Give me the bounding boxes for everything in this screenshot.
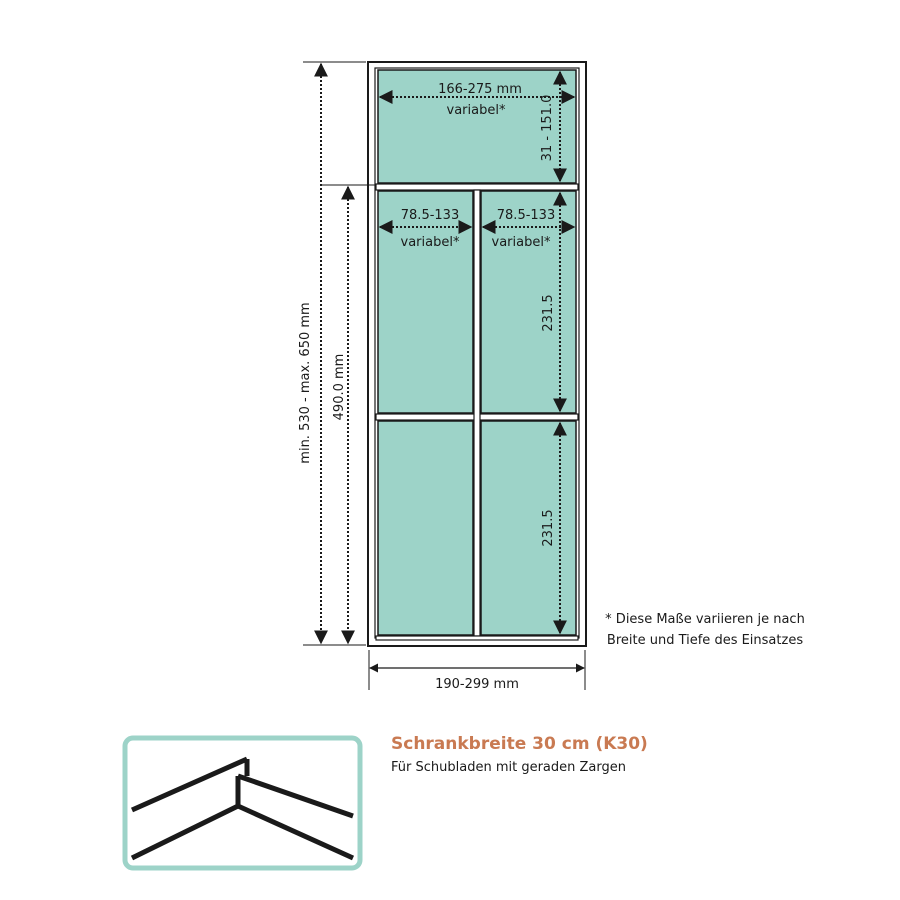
total-height-label: min. 530 - max. 650 mm	[298, 302, 313, 464]
left-width-label: 78.5-133	[400, 208, 460, 223]
bottom-left-compartment	[378, 421, 473, 635]
product-title: Schrankbreite 30 cm (K30)	[391, 734, 648, 754]
total-width-label: 190-299 mm	[435, 677, 519, 692]
top-height-label: 31 - 151.0	[540, 94, 555, 162]
note-line-1: * Diese Maße variieren je nach	[605, 612, 805, 627]
note-line-2: Breite und Tiefe des Einsatzes	[606, 633, 804, 648]
mid-left-compartment	[378, 191, 473, 413]
bottom-right-compartment	[481, 421, 576, 635]
mid-height-label: 231.5	[541, 294, 556, 332]
product-info	[391, 734, 648, 775]
variability-note	[585, 609, 825, 651]
bottom-height-label: 231.5	[541, 509, 556, 547]
straight-drawer-side-profile-icon	[125, 738, 360, 868]
inner-height-label: 490.0 mm	[332, 353, 347, 421]
left-width-note: variabel*	[400, 235, 460, 250]
top-width-note: variabel*	[446, 103, 506, 118]
right-width-label: 78.5-133	[496, 208, 556, 223]
top-width-label: 166-275 mm	[438, 82, 522, 97]
product-subtitle: Für Schubladen mit geraden Zargen	[391, 760, 626, 775]
right-width-note: variabel*	[491, 235, 551, 250]
mid-right-compartment	[481, 191, 576, 413]
